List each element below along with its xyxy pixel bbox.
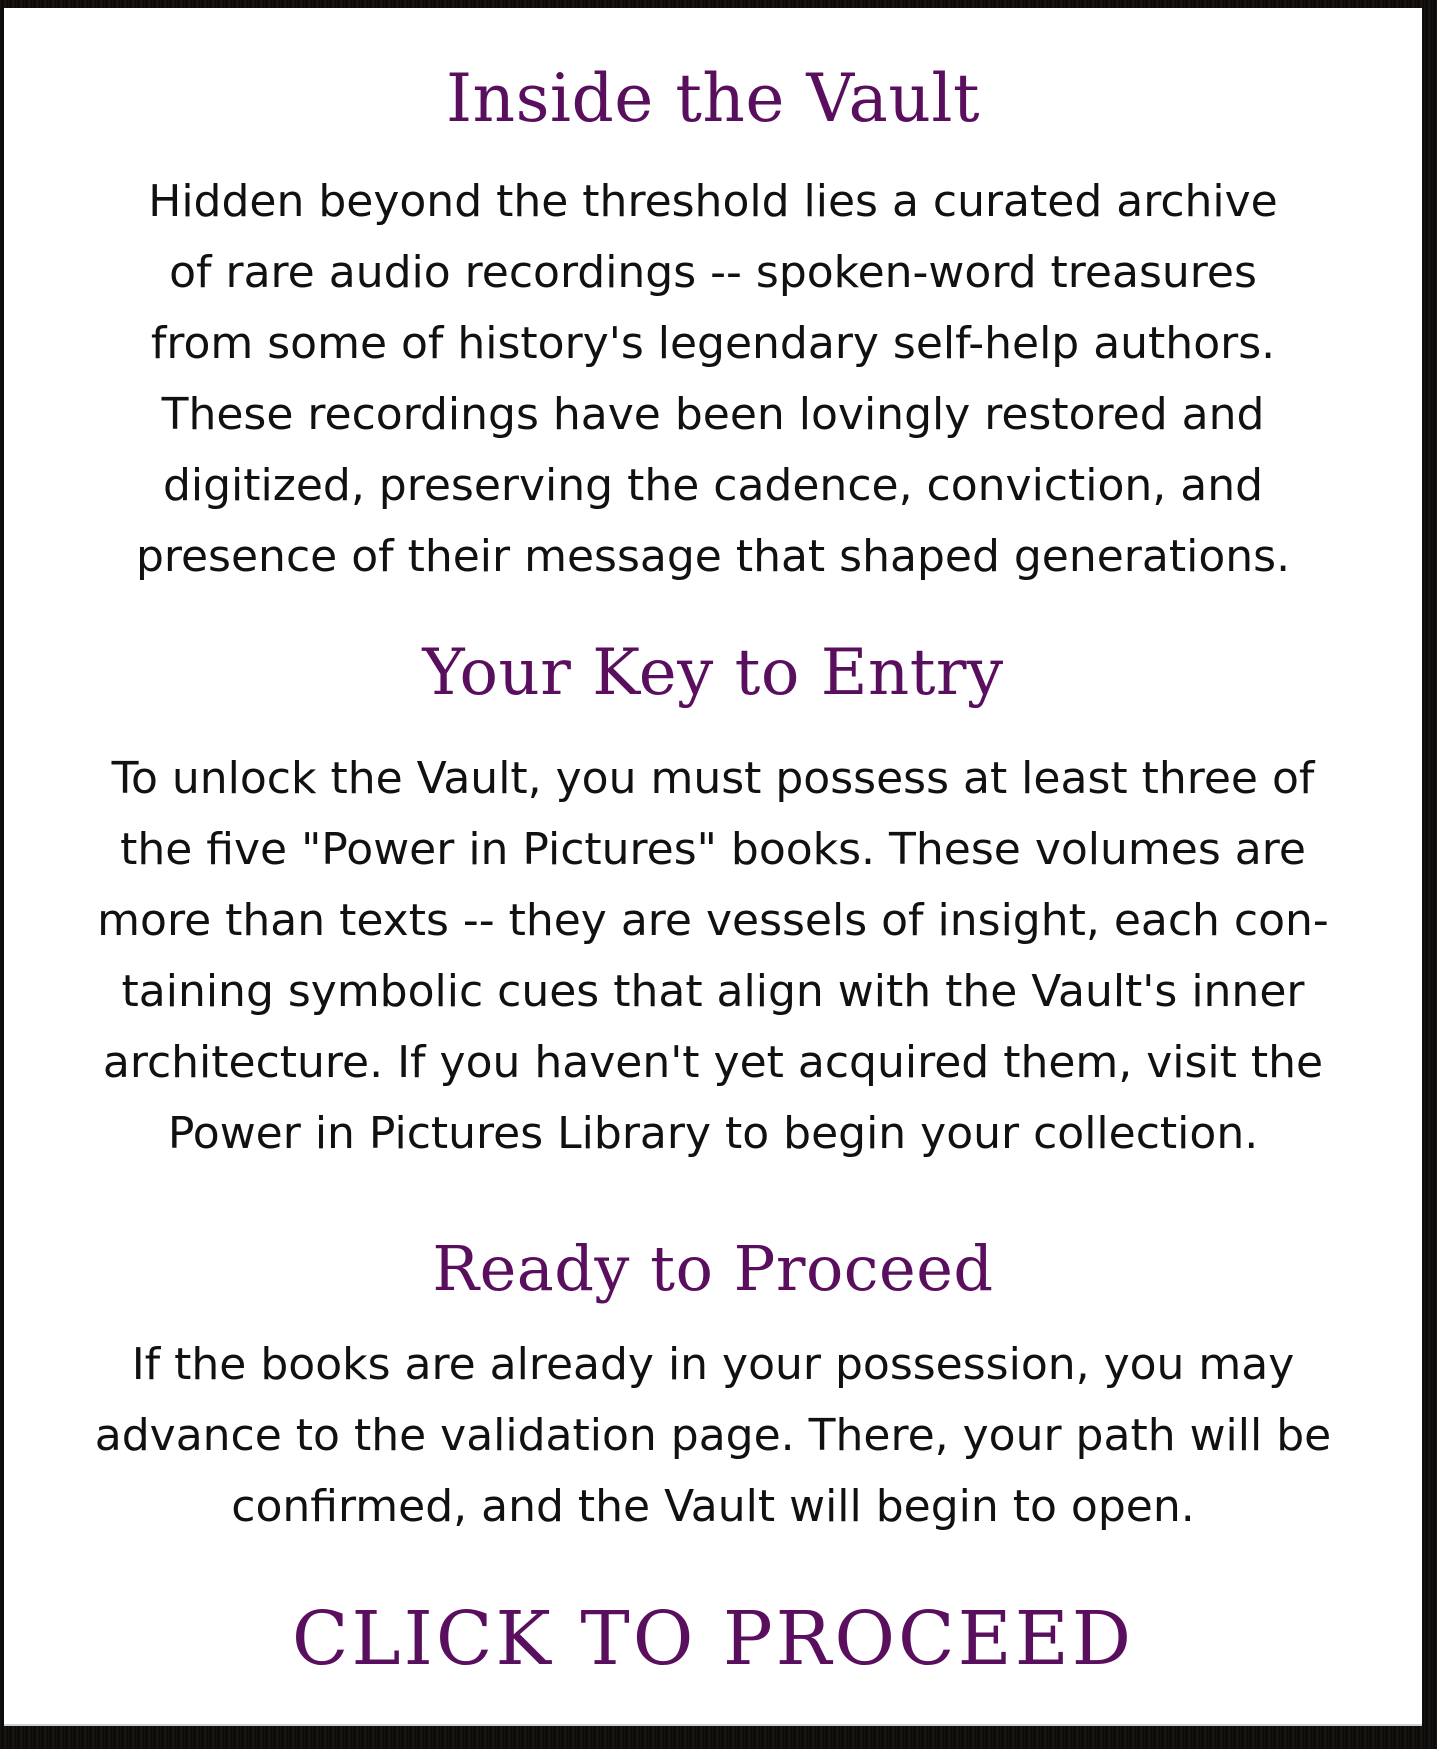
text-line: Power in Pictures Library to begin your collection. xyxy=(167,1108,1259,1159)
text-line: If the books are already in your possession, you may xyxy=(131,1339,1295,1390)
text-line: These recordings have been lovingly restored and xyxy=(161,389,1265,440)
text-line: To unlock the Vault, you must possess at least three of xyxy=(111,753,1315,804)
text-line: the five "Power in Pictures" books. These volumes are xyxy=(120,824,1306,875)
text-line: presence of their message that shaped generations. xyxy=(135,531,1291,582)
click-to-proceed-link[interactable]: CLICK TO PROCEED xyxy=(291,1596,1135,1682)
text-line: of rare audio recordings -- spoken-word treasures xyxy=(169,247,1257,298)
paragraph-inside-the-vault xyxy=(4,166,1422,592)
text-line: advance to the validation page. There, your path will be xyxy=(94,1410,1332,1461)
text-line: from some of history's legendary self-help authors. xyxy=(150,318,1276,369)
text-line: more than texts -- they are vessels of insight, each con- xyxy=(97,895,1329,946)
paragraph-your-key-to-entry xyxy=(4,743,1422,1169)
text-line: taining symbolic cues that align with the Vault's inner xyxy=(121,966,1305,1017)
heading-ready-to-proceed: Ready to Proceed xyxy=(432,1232,994,1305)
heading-your-key-to-entry: Your Key to Entry xyxy=(422,636,1004,710)
heading-inside-the-vault: Inside the Vault xyxy=(445,60,980,137)
text-line: digitized, preserving the cadence, conviction, and xyxy=(162,460,1264,511)
text-line: architecture. If you haven't yet acquired them, visit the xyxy=(102,1037,1324,1088)
content-panel xyxy=(4,8,1422,1726)
text-line: Hidden beyond the threshold lies a curated archive xyxy=(148,176,1278,227)
text-line: confirmed, and the Vault will begin to open. xyxy=(231,1481,1195,1532)
paragraph-ready-to-proceed xyxy=(4,1329,1422,1542)
